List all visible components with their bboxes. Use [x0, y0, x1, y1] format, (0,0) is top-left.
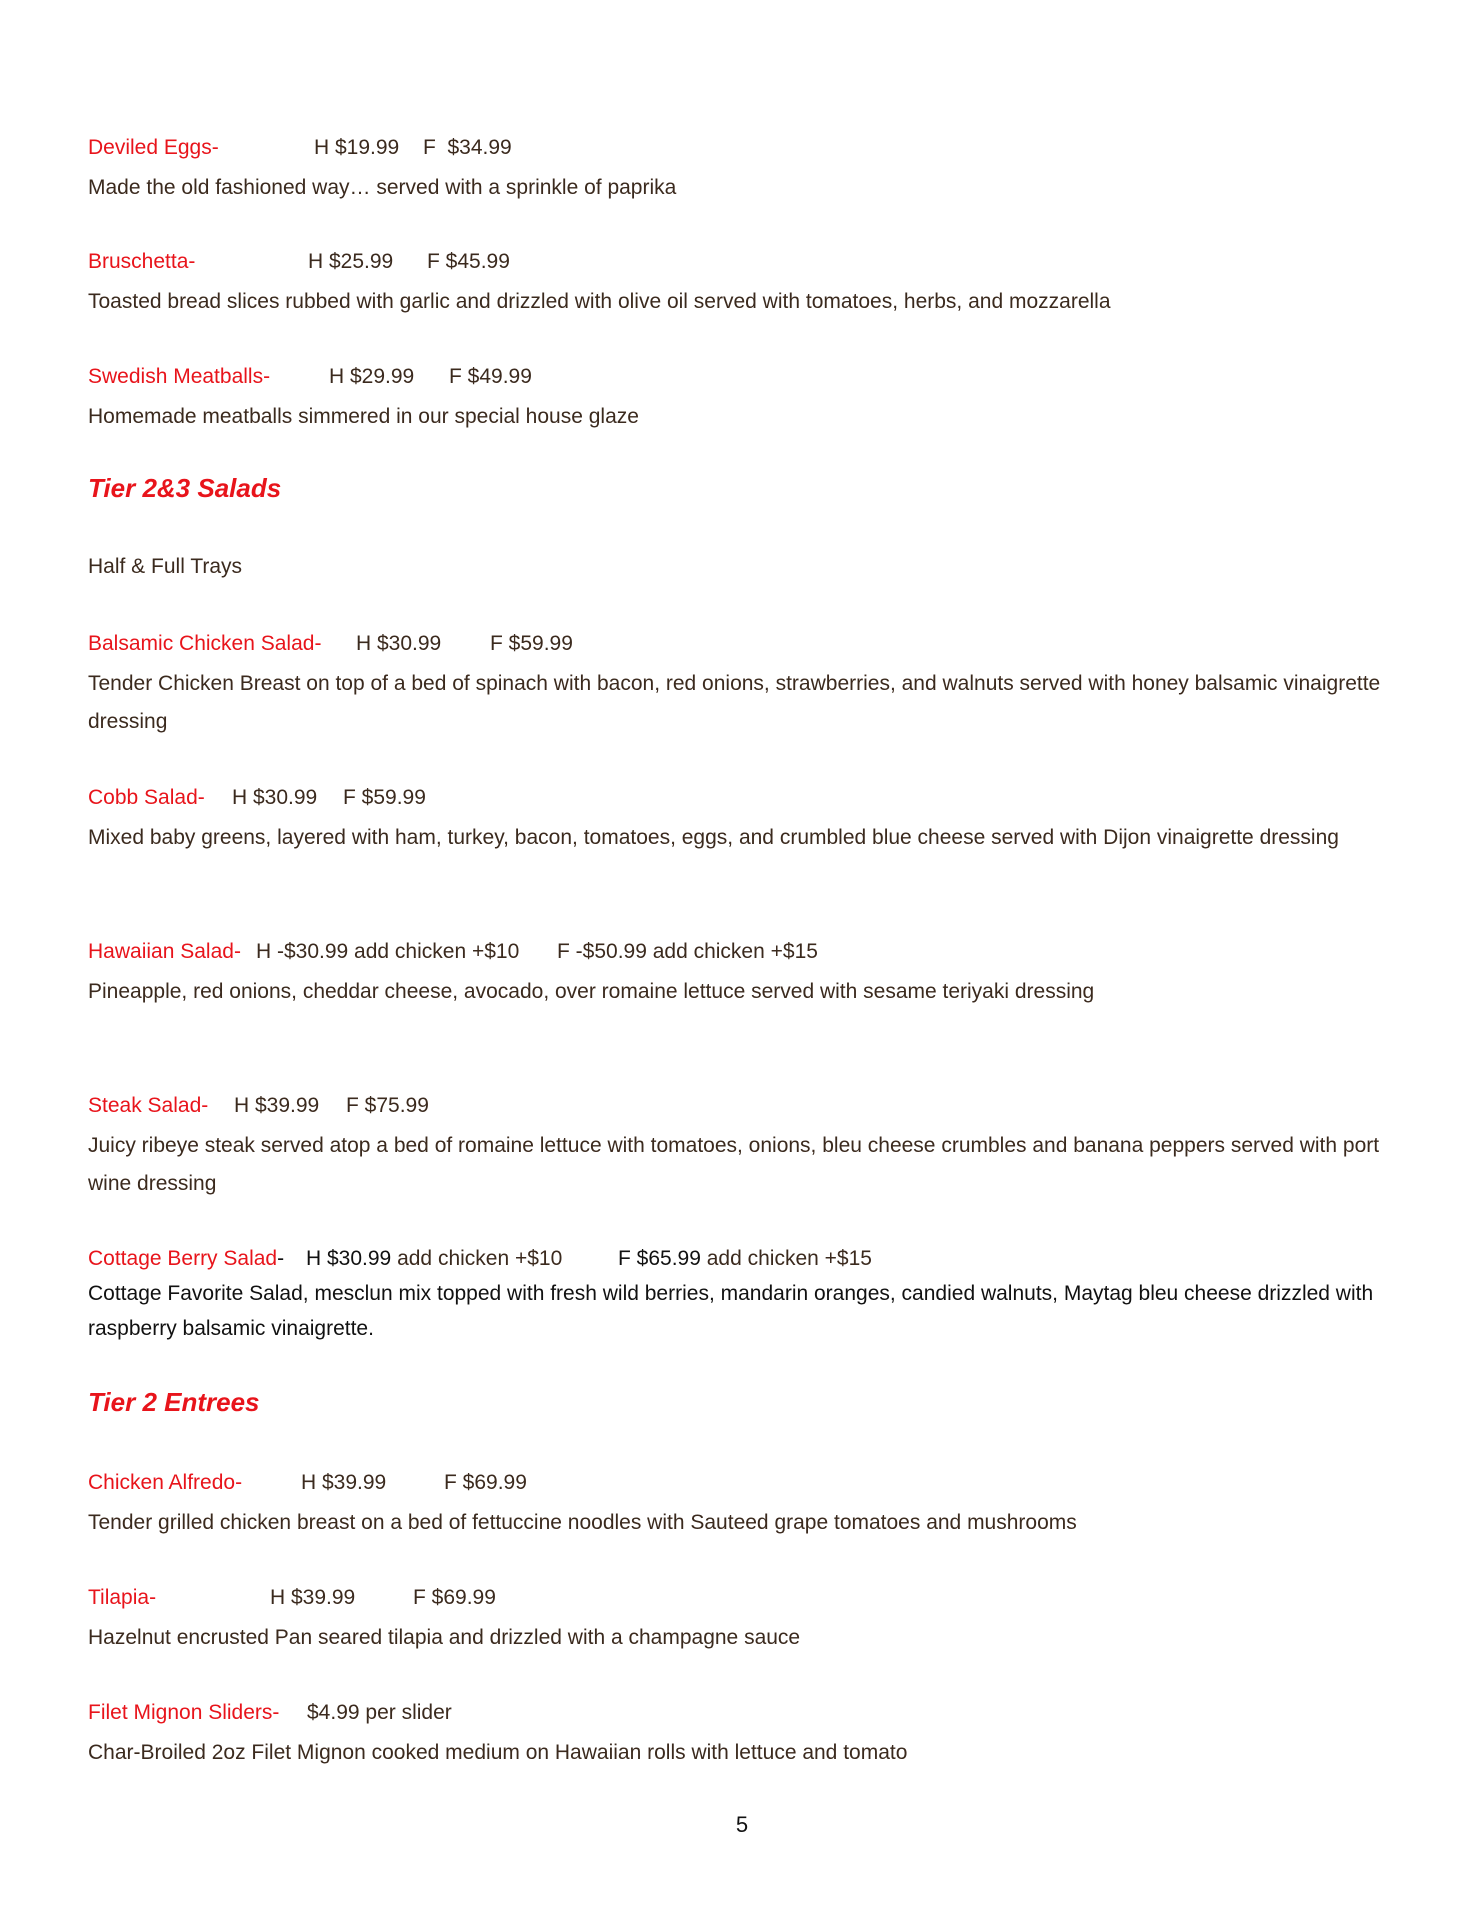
- menu-item-title: [88, 1245, 872, 1273]
- item-description: Toasted bread slices rubbed with garlic and drizzled with olive oil served with tomatoes, herbs, and mozzarella: [88, 290, 1111, 313]
- section-heading-salads: Tier 2&3 Salads: [88, 473, 282, 503]
- menu-item-title: [88, 784, 426, 812]
- half-price: H $30.99: [232, 786, 318, 809]
- half-price: H $29.99: [329, 365, 415, 388]
- half-price: H $19.99: [314, 136, 400, 159]
- item-dash: -: [188, 250, 196, 273]
- half-price: H $30.99: [306, 1247, 392, 1270]
- half-addon: add chicken +$10: [397, 1247, 563, 1270]
- full-price: F $65.99: [618, 1247, 701, 1270]
- full-addon: add chicken +$15: [706, 1247, 872, 1270]
- half-price: H -$30.99 add chicken +$10: [256, 940, 520, 963]
- item-dash: -: [314, 632, 322, 655]
- menu-item-title: [88, 134, 512, 162]
- full-price: F -$50.99 add chicken +$15: [557, 940, 818, 963]
- menu-item-title: [88, 1699, 452, 1727]
- item-description: Cottage Favorite Salad, mesclun mix topped with fresh wild berries, mandarin oranges, candied walnuts, Maytag bleu cheese drizzled with raspberry balsamic vinaigrette.: [88, 1282, 1374, 1340]
- item-dash: -: [277, 1247, 285, 1270]
- item-description: Made the old fashioned way… served with a sprinkle of paprika: [88, 176, 677, 199]
- section-note: Half & Full Trays: [88, 555, 243, 578]
- full-price-group: [618, 1245, 872, 1273]
- full-price: F $59.99: [490, 632, 573, 655]
- menu-item-title: [88, 1092, 429, 1120]
- item-description: Hazelnut encrusted Pan seared tilapia and drizzled with a champagne sauce: [88, 1626, 801, 1649]
- full-price: F $75.99: [346, 1094, 429, 1117]
- item-description: Mixed baby greens, layered with ham, turkey, bacon, tomatoes, eggs, and crumbled blue cheese served with Dijon vinaigrette dressing: [88, 826, 1339, 849]
- item-description: Juicy ribeye steak served atop a bed of romaine lettuce with tomatoes, onions, bleu cheese crumbles and banana peppers served with port wine dressing: [88, 1134, 1380, 1195]
- half-price: H $25.99: [308, 250, 394, 273]
- full-price: F $49.99: [449, 365, 532, 388]
- item-name: Deviled Eggs: [88, 136, 212, 159]
- half-price: H $39.99: [301, 1471, 387, 1494]
- item-dash: -: [272, 1701, 280, 1724]
- item-description: Pineapple, red onions, cheddar cheese, avocado, over romaine lettuce served with sesame teriyaki dressing: [88, 980, 1095, 1003]
- full-price: F $69.99: [444, 1471, 527, 1494]
- full-price: F $45.99: [427, 250, 510, 273]
- full-price: F $34.99: [423, 136, 512, 159]
- section-heading-entrees: Tier 2 Entrees: [88, 1387, 260, 1417]
- item-dash: -: [263, 365, 271, 388]
- page-number: 5: [735, 1812, 749, 1837]
- unit-price: $4.99 per slider: [307, 1701, 452, 1724]
- item-description: Tender Chicken Breast on top of a bed of spinach with bacon, red onions, strawberries, and walnuts served with honey balsamic vinaigrette dressing: [88, 672, 1381, 733]
- item-dash: -: [197, 786, 205, 809]
- item-name: Swedish Meatballs: [88, 365, 264, 388]
- half-price: H $39.99: [270, 1586, 356, 1609]
- item-name: Hawaiian Salad: [88, 940, 234, 963]
- item-name: Balsamic Chicken Salad: [88, 632, 315, 655]
- item-dash: -: [201, 1094, 209, 1117]
- half-price-group: [306, 1245, 562, 1273]
- item-dash: -: [235, 1471, 243, 1494]
- item-name: Steak Salad: [88, 1094, 202, 1117]
- item-dash: -: [149, 1586, 157, 1609]
- item-description: Char-Broiled 2oz Filet Mignon cooked medium on Hawaiian rolls with lettuce and tomato: [88, 1741, 908, 1764]
- half-price: H $39.99: [234, 1094, 320, 1117]
- item-name: Cottage Berry Salad: [88, 1247, 278, 1270]
- menu-item-title: [88, 938, 818, 966]
- item-dash: -: [211, 136, 219, 159]
- menu-item-title: [88, 630, 573, 658]
- item-name: Cobb Salad: [88, 786, 198, 809]
- item-name: Tilapia: [88, 1586, 150, 1609]
- item-description: Homemade meatballs simmered in our special house glaze: [88, 405, 639, 428]
- menu-item-title: [88, 1469, 527, 1497]
- item-description: Tender grilled chicken breast on a bed of fettuccine noodles with Sauteed grape tomatoes and mushrooms: [88, 1511, 1077, 1534]
- menu-item-title: [88, 363, 532, 391]
- item-name: Chicken Alfredo: [88, 1471, 236, 1494]
- item-name: Filet Mignon Sliders: [88, 1701, 273, 1724]
- half-price: H $30.99: [356, 632, 442, 655]
- full-price: F $69.99: [413, 1586, 496, 1609]
- menu-item-title: [88, 248, 510, 276]
- item-dash: -: [233, 940, 241, 963]
- item-name: Bruschetta: [88, 250, 189, 273]
- full-price: F $59.99: [343, 786, 426, 809]
- menu-item-title: [88, 1584, 496, 1612]
